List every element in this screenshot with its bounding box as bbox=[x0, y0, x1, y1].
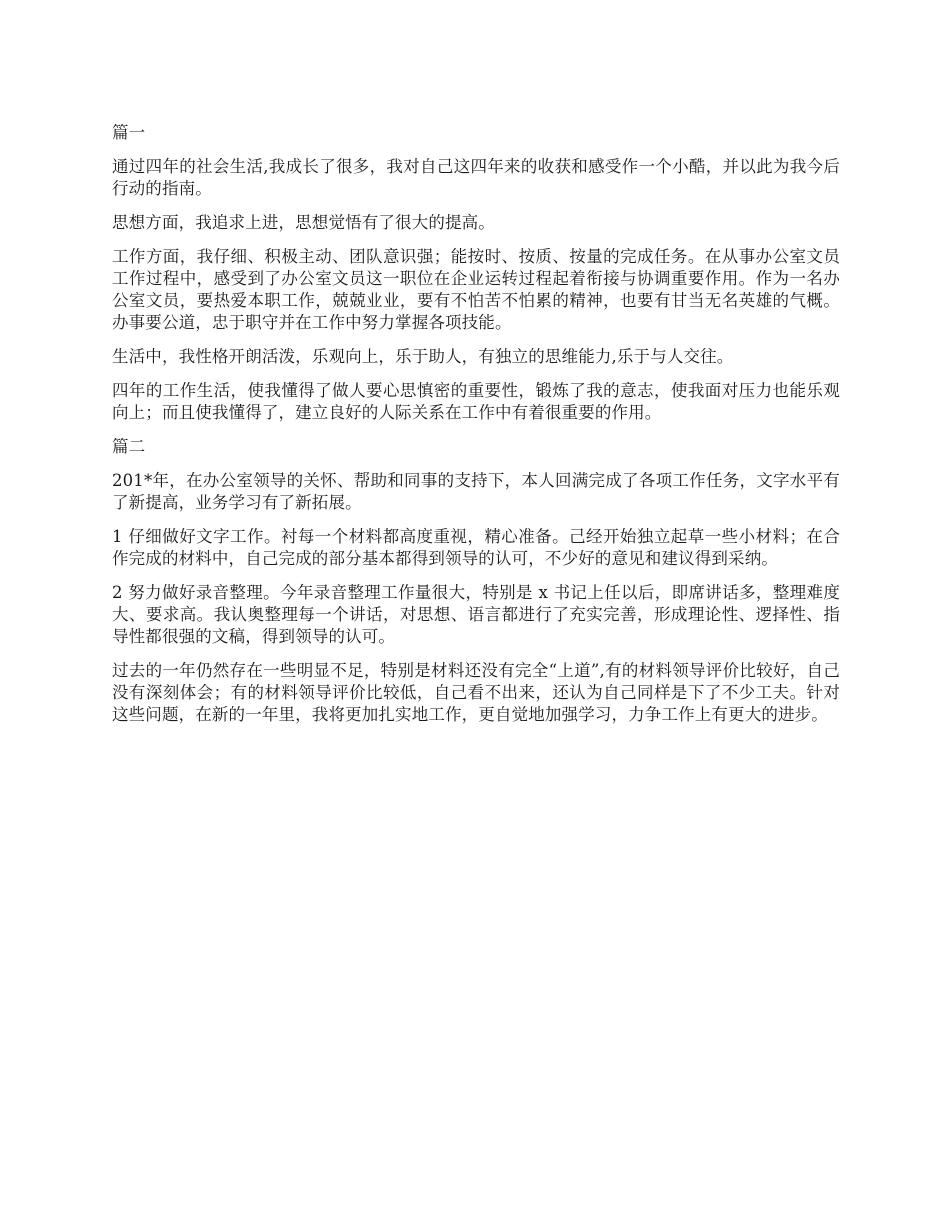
paragraph-item-1: 1 仔细做好文字工作。衬每一个材料都高度重视，精心准备。己经开始独立起草一些小材料；在合作完成的材料中，自己完成的部分基本都得到领导的认可，不少好的意见和建议得到采纳。 bbox=[112, 527, 840, 568]
section-heading-1: 篇一 bbox=[112, 123, 146, 142]
paragraph-intro: 通过四年的社会生活,我成长了很多，我对自己这四年来的收获和感受作一个小酷，并以此为我今后行动的指南。 bbox=[112, 157, 840, 198]
paragraph-shortcomings: 过去的一年仍然存在一些明显不足，特别是材料还没有完全“上道”,有的材料领导评价比较好，自己没有深刻体会；有的材料领导评价比较低，自己看不出来，还认为自己同样是下了不少工夫。针对这些问题，在新的一年里，我将更加扎实地工作，更自觉地加强学习，力争工作上有更大的进步。 bbox=[112, 661, 840, 724]
paragraph-year-overview: 201*年，在办公室领导的关怀、帮助和同事的支持下，本人回满完成了各项工作任务，文字水平有了新提高，业务学习有了新拓展。 bbox=[112, 471, 840, 512]
paragraph-item-2: 2 努力做好录音整理。今年录音整理工作量很大，特别是 x 书记上任以后，即席讲话多，整理难度大、要求高。我认奥整理每一个讲话，对思想、语言都进行了充实完善，形成理论性、逻择性、指导性都很强的文稿，得到领导的认可。 bbox=[112, 583, 840, 646]
paragraph-thought: 思想方面，我追求上进，思想觉悟有了很大的提高。 bbox=[112, 213, 495, 232]
section-heading-2: 篇二 bbox=[112, 437, 146, 456]
document-body bbox=[112, 122, 840, 738]
paragraph-summary: 四年的工作生活，使我懂得了做人要心思慎密的重要性，锻炼了我的意志，使我面对压力也能乐观向上；而且使我懂得了，建立良好的人际关系在工作中有着很重要的作用。 bbox=[112, 381, 840, 422]
paragraph-life: 生活中，我性格开朗活泼，乐观向上，乐于助人，有独立的思维能力,乐于与人交往。 bbox=[112, 347, 734, 366]
paragraph-work: 工作方面，我仔细、积极主动、团队意识强；能按时、按质、按量的完成任务。在从事办公室文员工作过程中，感受到了办公室文员这一职位在企业运转过程起着衔接与协调重要作用。作为一名办公室文员，要热爱本职工作，兢兢业业，要有不怕苦不怕累的精神，也要有甘当无名英雄的气概。办事要公道，忠于职守并在工作中努力掌握各项技能。 bbox=[112, 247, 840, 332]
